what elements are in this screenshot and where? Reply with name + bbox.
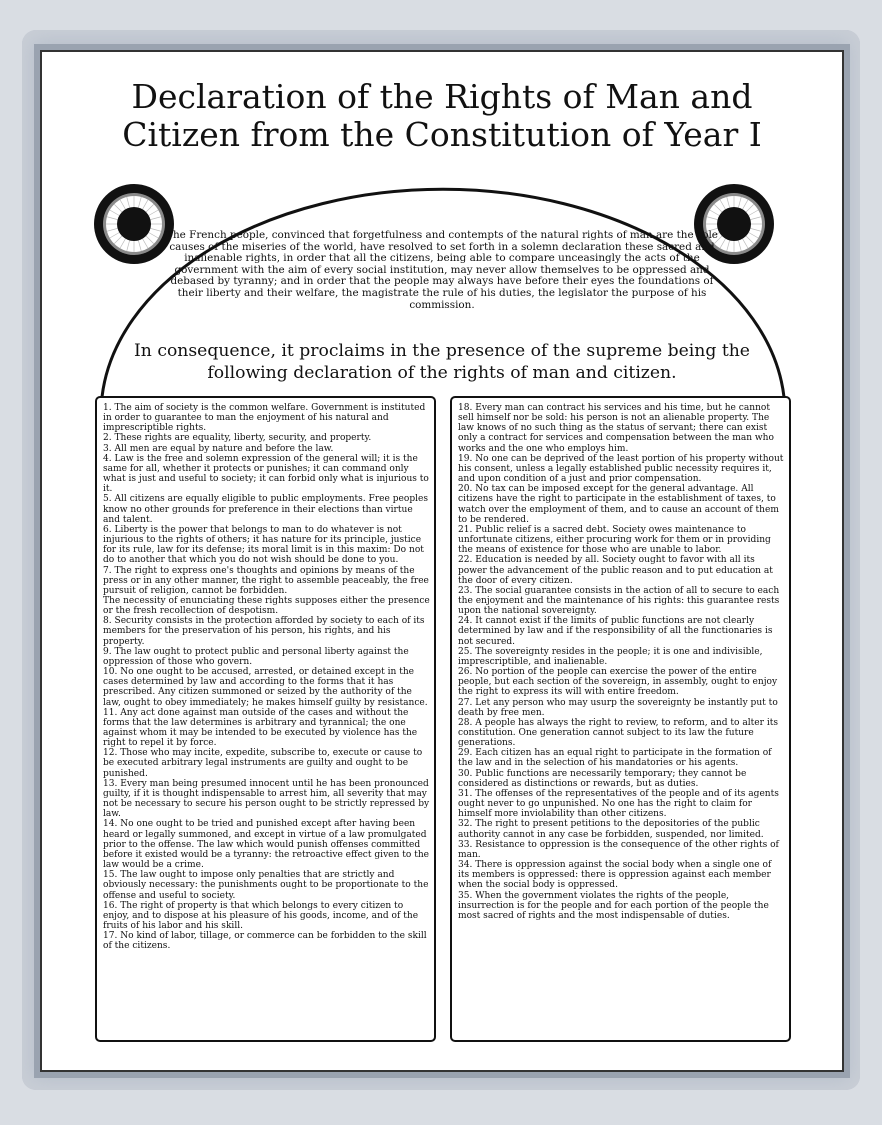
article-item: 11. Any act done against man outside of the cases and without the forms that the law determines is arbitrary and tyrannical; the one against whom it may be intended to be executed by violence has the right to repel it by force. xyxy=(103,707,418,749)
proclamation-text: In consequence, it proclaims in the presence of the supreme being the following declaration of the rights of man and citizen. xyxy=(134,341,750,383)
article-item: 6. Liberty is the power that belongs to man to do whatever is not injurious to the rights of others; it has nature for its principle, justice for its rule, law for its defense; its moral limit is in this maxim: Do not do to another that which you do not wish should be done to you. xyxy=(103,524,424,566)
article-item: 13. Every man being presumed innocent until he has been pronounced guilty, if it is thought indispensable to arrest him, all severity that may not be necessary to secure his person ought to be strictly repressed by law. xyxy=(103,778,430,820)
article-item: 32. The right to present petitions to the depositories of the public authority cannot in any case be forbidden, suspended, nor limited. xyxy=(458,819,764,840)
article-item: 33. Resistance to oppression is the consequence of the other rights of man. xyxy=(458,839,779,860)
article-item: 14. No one ought to be tried and punished except after having been heard or legally summoned, and except in virtue of a law promulgated prior to the offense. The law which would punish offenses committed before it existed would be a tyranny: the retroactive effect given to the law would be a crime. xyxy=(103,819,430,871)
article-item: 23. The social guarantee consists in the action of all to secure to each the enjoyment and the maintenance of his rights: this guarantee rests upon the national sovereignty. xyxy=(458,585,780,617)
article-item: 17. No kind of labor, tillage, or commerce can be forbidden to the skill of the citizens. xyxy=(103,931,427,952)
article-item: 3. All men are equal by nature and before the law. xyxy=(103,443,334,454)
article-item: 18. Every man can contract his services and his time, but he cannot sell himself nor be sold: his person is not an alienable property. The law knows of no such thing as the status of servant; there can exist only a contract for services and compensation between the man who works and the one who employs him. xyxy=(458,403,774,454)
article-item: 10. No one ought to be accused, arrested, or detained except in the cases determined by law and according to the forms that it has prescribed. Any citizen summoned or seized by the authority of the law, ought to obey immediately; he makes himself guilty by resistance. xyxy=(103,667,428,708)
article-item: 5. All citizens are equally eligible to public employments. Free peoples know no other grounds for preference in their elections than virtue and talent. xyxy=(103,494,429,525)
article-item: 34. There is oppression against the social body when a single one of its members is oppressed: there is oppression against each member when the social body is oppressed. xyxy=(458,860,772,891)
title-line-1: Declaration of the Rights of Man and xyxy=(131,77,753,116)
article-item: 27. Let any person who may usurp the sovereignty be instantly put to death by free men. xyxy=(458,697,778,718)
article-item: 26. No portion of the people can exercise the power of the entire people, but each section of the sovereign, in assembly, ought to enjoy the right to express its will with entire freedom. xyxy=(458,667,778,698)
article-item: 15. The law ought to impose only penalties that are strictly and obviously necessary: the punishments ought to be proportionate to the offense and useful to society. xyxy=(103,870,429,901)
article-item: 20. No tax can be imposed except for the general advantage. All citizens have the right to participate in the establishment of taxes, to watch over the employment of them, and to cause an account of them to be rendered. xyxy=(458,484,779,525)
article-item: 9. The law ought to protect public and personal liberty against the oppression of those who govern. xyxy=(103,646,409,667)
article-item: 7. The right to express one's thoughts and opinions by means of the press or in any other manner, the right to assemble peaceably, the free pursuit of religion, cannot be forbidden. xyxy=(103,565,429,596)
article-item: The necessity of enunciating these rights supposes either the presence or the fresh recollection of despotism. xyxy=(103,595,430,617)
article-item: 4. Law is the free and solemn expression of the general will; it is the same for all, whether it protects or punishes; it can command only what is just and useful to society; it can forbid only what is injurious to it. xyxy=(103,453,429,495)
article-item: 31. The offenses of the representatives of the people and of its agents ought never to go unpunished. No one has the right to claim for himself more inviolability than other citizens. xyxy=(458,788,779,820)
declaration-poster xyxy=(40,50,844,1072)
article-item: 25. The sovereignty resides in the people; it is one and indivisible, imprescriptible, and inalienable. xyxy=(458,646,763,667)
article-item: 8. Security consists in the protection afforded by society to each of its members for the preservation of his person, his rights, and his property. xyxy=(103,616,425,647)
articles-column-right xyxy=(450,396,791,1042)
articles-column-left xyxy=(95,396,436,1042)
title-line-2: Citizen from the Constitution of Year I xyxy=(122,115,762,154)
preamble-text: The French people, convinced that forgetfulness and contempts of the natural rights of man are the sole causes of the miseries of the world, have resolved to set forth in a solemn declaration these sacred and inalienable rights, in order that all the citizens, being able to compare unceasingly the acts of the government with the aim of every social institution, may never allow themselves to be oppressed and debased by tyranny; and in order that the people may always have before their eyes the foundations of their liberty and their welfare, the magistrate the rule of his duties, the legislator the purpose of his commission. xyxy=(166,229,718,311)
article-item: 1. The aim of society is the common welfare. Government is instituted in order to guarantee to man the enjoyment of his natural and imprescriptible rights. xyxy=(103,403,426,434)
article-item: 24. It cannot exist if the limits of public functions are not clearly determined by law and if the responsibility of all the functionaries is not secured. xyxy=(458,616,773,647)
article-item: 12. Those who may incite, expedite, subscribe to, execute or cause to be executed arbitrary legal instruments are guilty and ought to be punished. xyxy=(103,748,423,779)
article-item: 21. Public relief is a sacred debt. Society owes maintenance to unfortunate citizens, either procuring work for them or in providing the means of existence for those who are unable to labor. xyxy=(458,524,771,556)
article-item: 35. When the government violates the rights of the people, insurrection is for the people and for each portion of the people the most sacred of rights and the most indispensable of duties. xyxy=(458,890,769,921)
article-item: 29. Each citizen has an equal right to participate in the formation of the law and in the selection of his mandatories or his agents. xyxy=(458,748,772,769)
article-item: 16. The right of property is that which belongs to every citizen to enjoy, and to dispose at his pleasure of his goods, income, and of the fruits of his labor and his skill. xyxy=(103,900,419,931)
article-item: 2. These rights are equality, liberty, security, and property. xyxy=(103,433,372,444)
article-item: 28. A people has always the right to review, to reform, and to alter its constitution. One generation cannot subject to its law the future generations. xyxy=(458,717,779,749)
article-item: 30. Public functions are necessarily temporary; they cannot be considered as distinctions or rewards, but as duties. xyxy=(458,768,747,789)
article-item: 22. Education is needed by all. Society ought to favor with all its power the advancement of the public reason and to put education at the door of every citizen. xyxy=(458,555,773,586)
article-item: 19. No one can be deprived of the least portion of his property without his consent, unless a legally established public necessity requires it, and upon condition of a just and prior compensation. xyxy=(458,453,784,485)
